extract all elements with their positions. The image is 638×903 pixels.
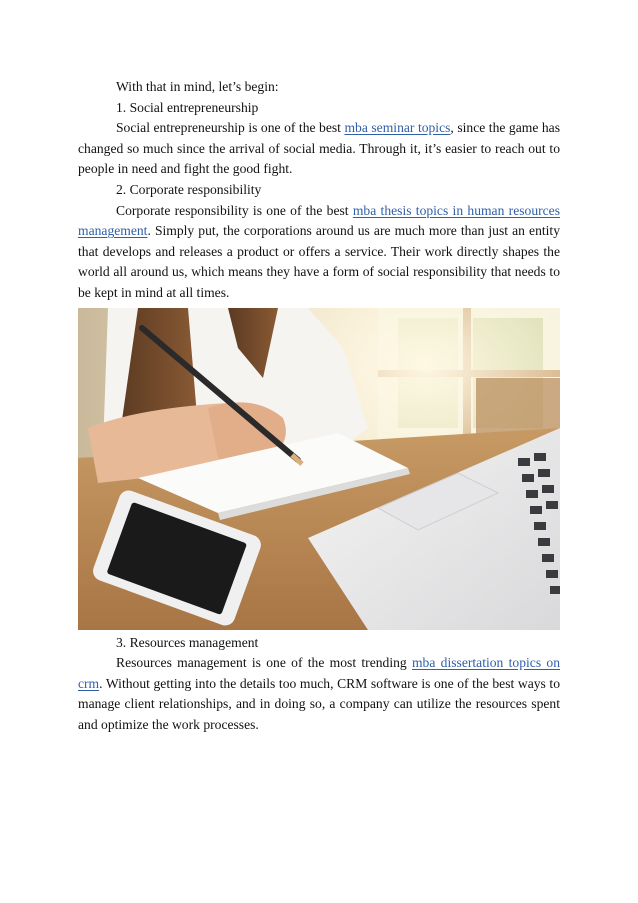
paragraph-text: Social entrepreneurship is one of the best bbox=[116, 120, 345, 136]
paragraph-text: Corporate responsibility is one of the best bbox=[116, 202, 353, 218]
heading-social-entrepreneurship: 1. Social entrepreneurship bbox=[116, 99, 259, 115]
intro-line: With that in mind, let’s begin: bbox=[116, 79, 279, 94]
mba-seminar-topics-link[interactable]: mba seminar topics bbox=[344, 120, 451, 136]
paragraph-text: , since the game has changed so much since the arrival of social media. Through it, it’s easier to reach out to people in need and fight the good fight. bbox=[78, 120, 560, 177]
mba-thesis-topics-link[interactable]: mba thesis topics in human resources management bbox=[78, 202, 560, 239]
paragraph-text: Resources management is one of the most trending bbox=[116, 655, 412, 671]
mba-dissertation-topics-link[interactable]: mba dissertation topics on crm bbox=[78, 655, 560, 691]
paragraph-resources-management bbox=[78, 653, 560, 735]
heading-corporate-responsibility: 2. Corporate responsibility bbox=[116, 181, 262, 197]
paragraph-corporate-responsibility bbox=[78, 201, 560, 304]
photo-student-writing-with-laptop bbox=[78, 308, 560, 630]
heading-resources-management: 3. Resources management bbox=[116, 634, 259, 650]
paragraph-text: . Without getting into the details too much, CRM software is one of the best ways to manage client relationships, and in doing so, a company can utilize the resources spent and optimize the work processes. bbox=[78, 675, 560, 732]
paragraph-text: . Simply put, the corporations around us are much more than just an entity that develops and releases a product or offers a service. Their work directly shapes the world all around us, which means they have a form of social responsibility that needs to be kept in mind at all times. bbox=[78, 223, 560, 300]
paragraph-social-entrepreneurship bbox=[78, 118, 560, 180]
